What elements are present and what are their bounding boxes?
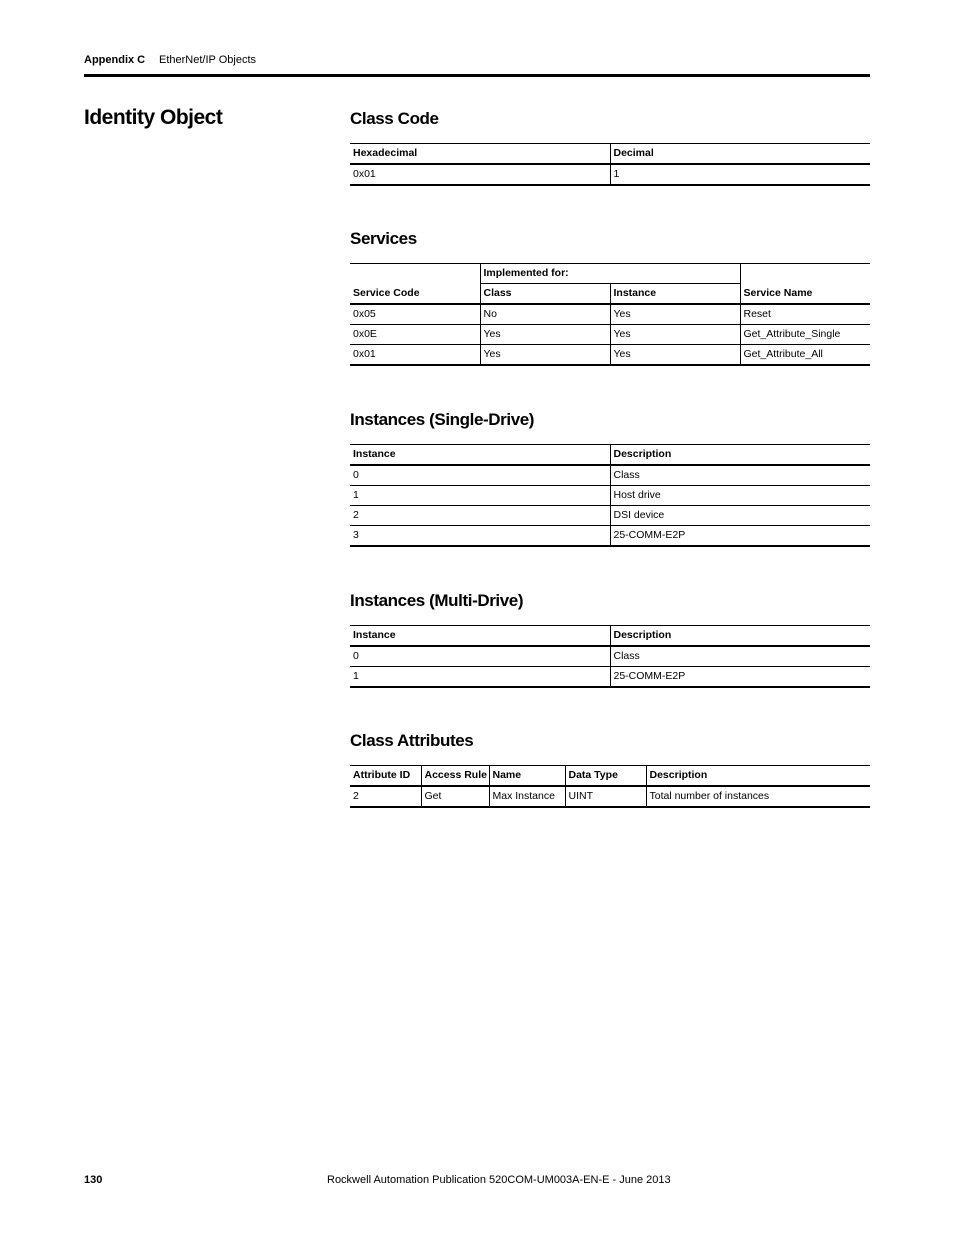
instances-multi-section: [350, 589, 870, 682]
page-header: [84, 52, 870, 77]
table-row: [350, 465, 870, 486]
table-cell: 0: [350, 646, 610, 667]
instances-single-section: [350, 408, 870, 541]
chapter-title: EtherNet/IP Objects: [159, 54, 257, 66]
instances-single-heading: Instances (Single-Drive): [350, 410, 535, 429]
table-cell: Yes: [480, 325, 610, 345]
column-header: Name: [489, 766, 565, 787]
table-cell: 1: [350, 667, 610, 688]
page-number: 130: [84, 1174, 103, 1186]
column-header: Description: [646, 766, 870, 787]
table-cell: Class: [610, 465, 870, 486]
column-header: Service Code: [350, 284, 480, 305]
table-cell-empty: [350, 264, 480, 284]
services-section: [350, 227, 870, 360]
table-cell: 0: [350, 465, 610, 486]
table-row: [350, 345, 870, 366]
table-cell: 0x01: [350, 345, 480, 366]
instances-multi-heading: Instances (Multi-Drive): [350, 591, 524, 610]
table-cell: Max Instance: [489, 786, 565, 807]
instances-multi-table: [350, 625, 870, 688]
table-row: [350, 667, 870, 688]
table-row: [350, 526, 870, 547]
table-cell: DSI device: [610, 506, 870, 526]
table-cell: Get_Attribute_Single: [740, 325, 870, 345]
table-cell: 2: [350, 506, 610, 526]
column-header: Instance: [350, 626, 610, 647]
table-cell: UINT: [565, 786, 646, 807]
table-row: [350, 164, 870, 185]
table-cell: Yes: [480, 345, 610, 366]
table-cell: Class: [610, 646, 870, 667]
table-cell: 3: [350, 526, 610, 547]
table-cell: 2: [350, 786, 421, 807]
table-cell: Yes: [610, 304, 740, 325]
class-attributes-section: [350, 729, 870, 802]
table-cell: 1: [350, 486, 610, 506]
table-cell: Host drive: [610, 486, 870, 506]
table-cell: 1: [610, 164, 870, 185]
column-header: Instance: [610, 284, 740, 305]
column-header: Data Type: [565, 766, 646, 787]
table-cell: Get_Attribute_All: [740, 345, 870, 366]
table-row: [350, 325, 870, 345]
class-attributes-table: [350, 765, 870, 808]
class-code-heading: Class Code: [350, 109, 439, 128]
table-cell: Get: [421, 786, 489, 807]
implemented-for-header: Implemented for:: [480, 264, 740, 284]
table-cell: No: [480, 304, 610, 325]
column-header: Hexadecimal: [350, 144, 610, 165]
instances-single-table: [350, 444, 870, 547]
table-cell: Yes: [610, 325, 740, 345]
class-attributes-heading: Class Attributes: [350, 731, 474, 750]
table-row: [350, 646, 870, 667]
publication-info: Rockwell Automation Publication 520COM-UM003A-EN-E - June 2013: [327, 1174, 671, 1186]
page-footer: [84, 1174, 870, 1190]
page-title: Identity Object: [84, 106, 223, 129]
column-header: Decimal: [610, 144, 870, 165]
table-row: [350, 506, 870, 526]
table-cell: 0x05: [350, 304, 480, 325]
column-header: Access Rule: [421, 766, 489, 787]
table-cell: 0x0E: [350, 325, 480, 345]
column-header: Description: [610, 445, 870, 466]
table-row: [350, 786, 870, 807]
table-row: [350, 304, 870, 325]
class-code-table: [350, 143, 870, 186]
column-header: Attribute ID: [350, 766, 421, 787]
appendix-label: Appendix C: [84, 54, 146, 66]
table-cell: Total number of instances: [646, 786, 870, 807]
column-header: Instance: [350, 445, 610, 466]
table-cell: 0x01: [350, 164, 610, 185]
table-cell: 25-COMM-E2P: [610, 667, 870, 688]
column-header: Class: [480, 284, 610, 305]
table-cell: Yes: [610, 345, 740, 366]
table-cell: Reset: [740, 304, 870, 325]
column-header: Service Name: [740, 284, 870, 305]
services-table: [350, 263, 870, 366]
services-heading: Services: [350, 229, 417, 248]
table-row: [350, 486, 870, 506]
class-code-section: [350, 107, 870, 180]
table-cell-empty: [740, 264, 870, 284]
table-cell: 25-COMM-E2P: [610, 526, 870, 547]
column-header: Description: [610, 626, 870, 647]
